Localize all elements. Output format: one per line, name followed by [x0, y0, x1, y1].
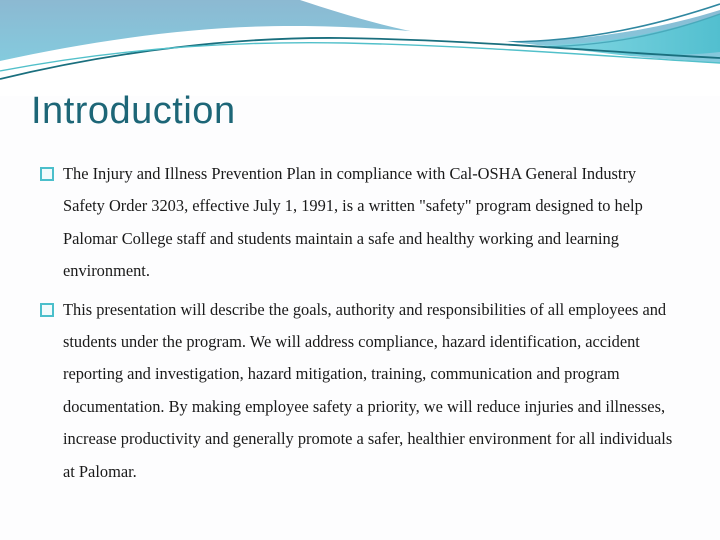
square-bullet-icon [40, 303, 54, 317]
bullet-text: This presentation will describe the goals, authority and responsibilities of all employees and students under the program. We will address compliance, hazard identification, accident reporting and investigation, hazard mitigation, training, communication and program documentation. By making employee safety a priority, we will reduce injuries and illnesses, increase productivity and generally promote a safer, healthier environment for all individuals at Palomar. [63, 299, 673, 481]
slide-title: Introduction [31, 90, 236, 132]
banner-wave-graphic [0, 0, 720, 96]
bullet-item [40, 158, 682, 288]
bullet-list [40, 158, 682, 488]
slide-body [40, 158, 682, 494]
bullet-item [40, 294, 682, 488]
square-bullet-icon [40, 167, 54, 181]
bullet-text: The Injury and Illness Prevention Plan in compliance with Cal-OSHA General Industry Safety Order 3203, effective July 1, 1991, is a written "safety" program designed to help Palomar College staff and students maintain a safe and healthy working and learning environment. [63, 164, 643, 281]
